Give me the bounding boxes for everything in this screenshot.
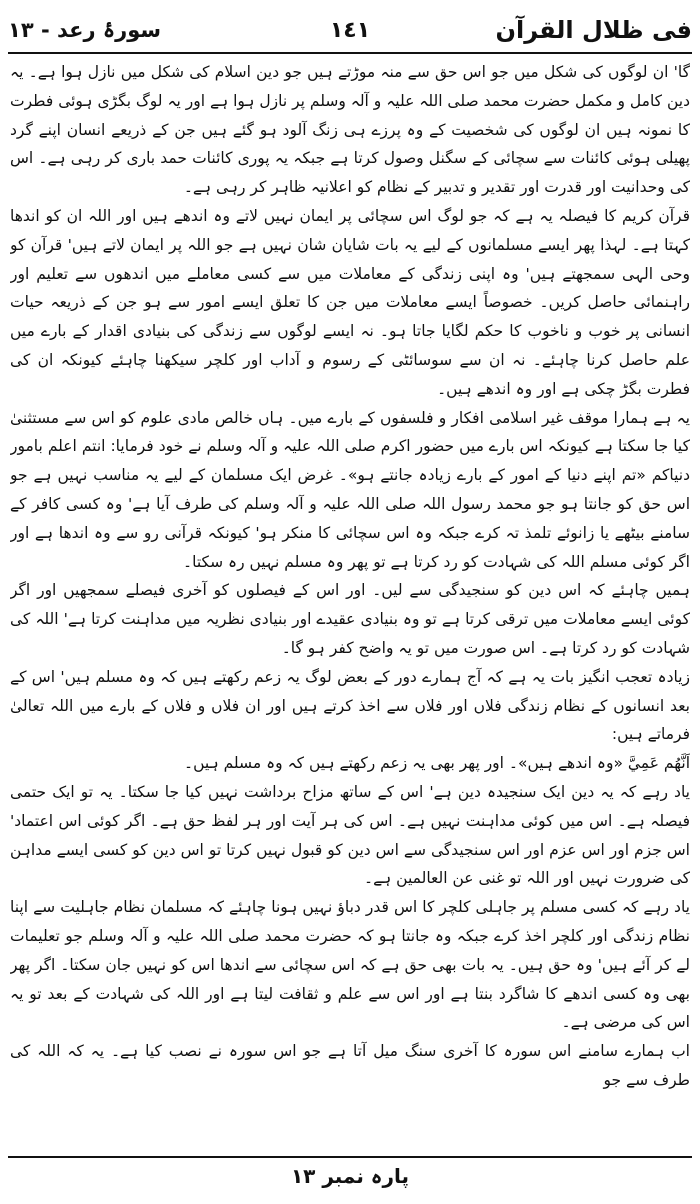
paragraph-6: اَنَّهُم عَمِيَّ «وہ اندھے ہیں»۔ اور پھر بھی یہ زعم رکھتے ہیں کہ وہ مسلم ہیں۔ [184,754,690,773]
paragraph-5: زیادہ تعجب انگیز بات یہ ہے کہ آج ہمارے دور کے بعض لوگ یہ زعم رکھتے ہیں کہ وہ مسلم ہیں' اس کے بعد انسانوں کے نظام زندگی فلاں اور فلاں سے اخذ کرتے ہیں اور ان فلاں و فلاں کے بارے میں اللہ تعالیٰ فرماتے ہیں: [10,667,690,744]
surah-label: سورۂ رعد - ١٣ [8,18,162,42]
paragraph-7: یاد رہے کہ یہ دین ایک سنجیدہ دین ہے' اس کے ساتھ مزاح برداشت نہیں کیا جا سکتا۔ یہ تو ایک حتمی فیصلہ ہے۔ اس میں کوئی مداہنت نہیں ہے۔ اس کی ہر آیت اور ہر لفظ حق ہے۔ اگر کوئی اس اعتماد' اس جزم اور اس عزم اور اس سنجیدگی سے اس دین کو قبول نہیں کرتا تو اس دین کو کسی ایسے مداہن کی ضرورت نہیں اور اللہ تو غنی عن العالمین ہے۔ [10,782,690,888]
footer-divider [8,1156,692,1158]
book-title: فی ظلال القرآن [495,16,692,44]
paragraph-2: قرآن کریم کا فیصلہ یہ ہے کہ جو لوگ اس سچائی پر ایمان نہیں لاتے وہ اندھے ہیں اور اللہ ان کو اندھا کہتا ہے۔ لہذا پھر ایسے مسلمانوں کے لیے یہ بات شایان شان نہیں ہے جو اللہ پر ایمان لاتے ہیں' قرآن کو وحی الہی سمجھتے ہیں' وہ اپنی زندگی کے معاملات میں سے کسی معاملے میں اندھوں سے تعلیم اور راہنمائی حاصل کریں۔ خصوصاً ایسے معاملات میں جن کا تعلق ایسے امور سے ہو جن کے ذریعہ حیات انسانی پر خوب و ناخوب کا حکم لگایا جاتا ہو۔ نہ ایسے لوگوں سے زندگی کی بنیادی اقدار کے بارے میں علم حاصل کرنا چاہئے۔ نہ ان سے سوسائٹی کے رسوم و آداب اور کلچر سیکھنا چاہئے کیونکہ ان کی فطرت بگڑ چکی ہے اور وہ اندھے ہیں۔ [10,206,690,398]
paragraph-1: گا' ان لوگوں کی شکل میں جو اس حق سے منہ موڑتے ہیں جو دین اسلام کی شکل میں نازل ہوا ہے۔ یہ دین کامل و مکمل حضرت محمد صلی اللہ علیہ و آلہ وسلم پر نازل ہوا ہے اور یہ لوگ بگڑی ہوئی فطرت کا نمونہ ہیں ان لوگوں کی شخصیت کے وہ پرزے ہی زنگ آلود ہو گئے ہیں جن کے ذریعے انسان اپنے گرد پھیلی ہوئی کائنات سے سچائی کے سگنل وصول کرتا ہے جبکہ یہ پوری کائنات حمد باری کر رہی ہے۔ اس کی وحدانیت اور قدرت اور تقدیر و تدبیر کے نظام کو اعلانیہ ظاہر کر رہی ہے۔ [10,63,690,197]
page-number: ١٤١ [329,17,371,43]
header-divider [8,52,692,54]
paragraph-4: ہمیں چاہئے کہ اس دین کو سنجیدگی سے لیں۔ اور اس کے فیصلوں کو آخری فیصلے سمجھیں اور اگر کوئی ایسے معاملات میں ترقی کرتا ہے تو وہ بنیادی عقیدے اور بنیادی نظریہ میں مداہنت کرتا ہے' اللہ کی شہادت کو رد کرتا ہے۔ اس صورت میں تو یہ واضح کفر ہو گا۔ [10,581,690,657]
paragraph-9: اب ہمارے سامنے اس سورہ کا آخری سنگ میل آتا ہے جو اس سورہ نے نصب کیا ہے۔ یہ کہ اللہ کی طرف سے جو [10,1042,690,1089]
paragraph-8: یاد رہے کہ کسی مسلم پر جاہلی کلچر کا اس قدر دباؤ نہیں ہونا چاہئے کہ مسلمان نظام جاہلیت سے اپنا نظام زندگی اور کلچر اخذ کرے جبکہ وہ جانتا ہو کہ حضرت محمد صلی اللہ علیہ و آلہ وسلم جو تعلیمات لے کر آئے ہیں' وہ حق ہیں۔ یہ بات بھی حق ہے کہ اس سچائی سے اندھا اس کو نہیں جان سکتا۔ اگر پھر بھی وہ کسی اندھے کا شاگرد بنتا ہے اور اس سے علم و ثقافت لیتا ہے اور اللہ کی شہادت کے بعد تو یہ اس کی مرضی ہے۔ [10,898,690,1032]
para-number: پارہ نمبر ١٣ [290,1164,410,1188]
page-header [8,10,692,50]
paragraph-3: یہ ہے ہمارا موقف غیر اسلامی افکار و فلسفوں کے بارے میں۔ ہاں خالص مادی علوم کو اس سے مستثنیٰ کیا جا سکتا ہے کیونکہ اس بارے میں حضور اکرم صلی اللہ علیہ و آلہ وسلم نے خود فرمایا: انتم اعلم بامور دنیاکم «تم اپنے دنیا کے امور کے بارے زیادہ جانتے ہو»۔ غرض ایک مسلمان کے لیے یہ مناسب نہیں ہے جو اس حق کو جانتا ہو جو محمد رسول اللہ صلی اللہ علیہ و آلہ وسلم کی طرف آیا ہے' وہ کسی کافر کے سامنے بیٹھے یا زانوئے تلمذ تہ کرے جبکہ وہ اس سچائی کا منکر ہو' کیونکہ قرآنی رو سے وہ اندھا ہے اور اگر کوئی مسلم اللہ کی شہادت کو رد کرتا ہے تو پھر وہ مسلم نہیں رہ سکتا۔ [10,408,690,571]
body-text [10,58,690,1148]
